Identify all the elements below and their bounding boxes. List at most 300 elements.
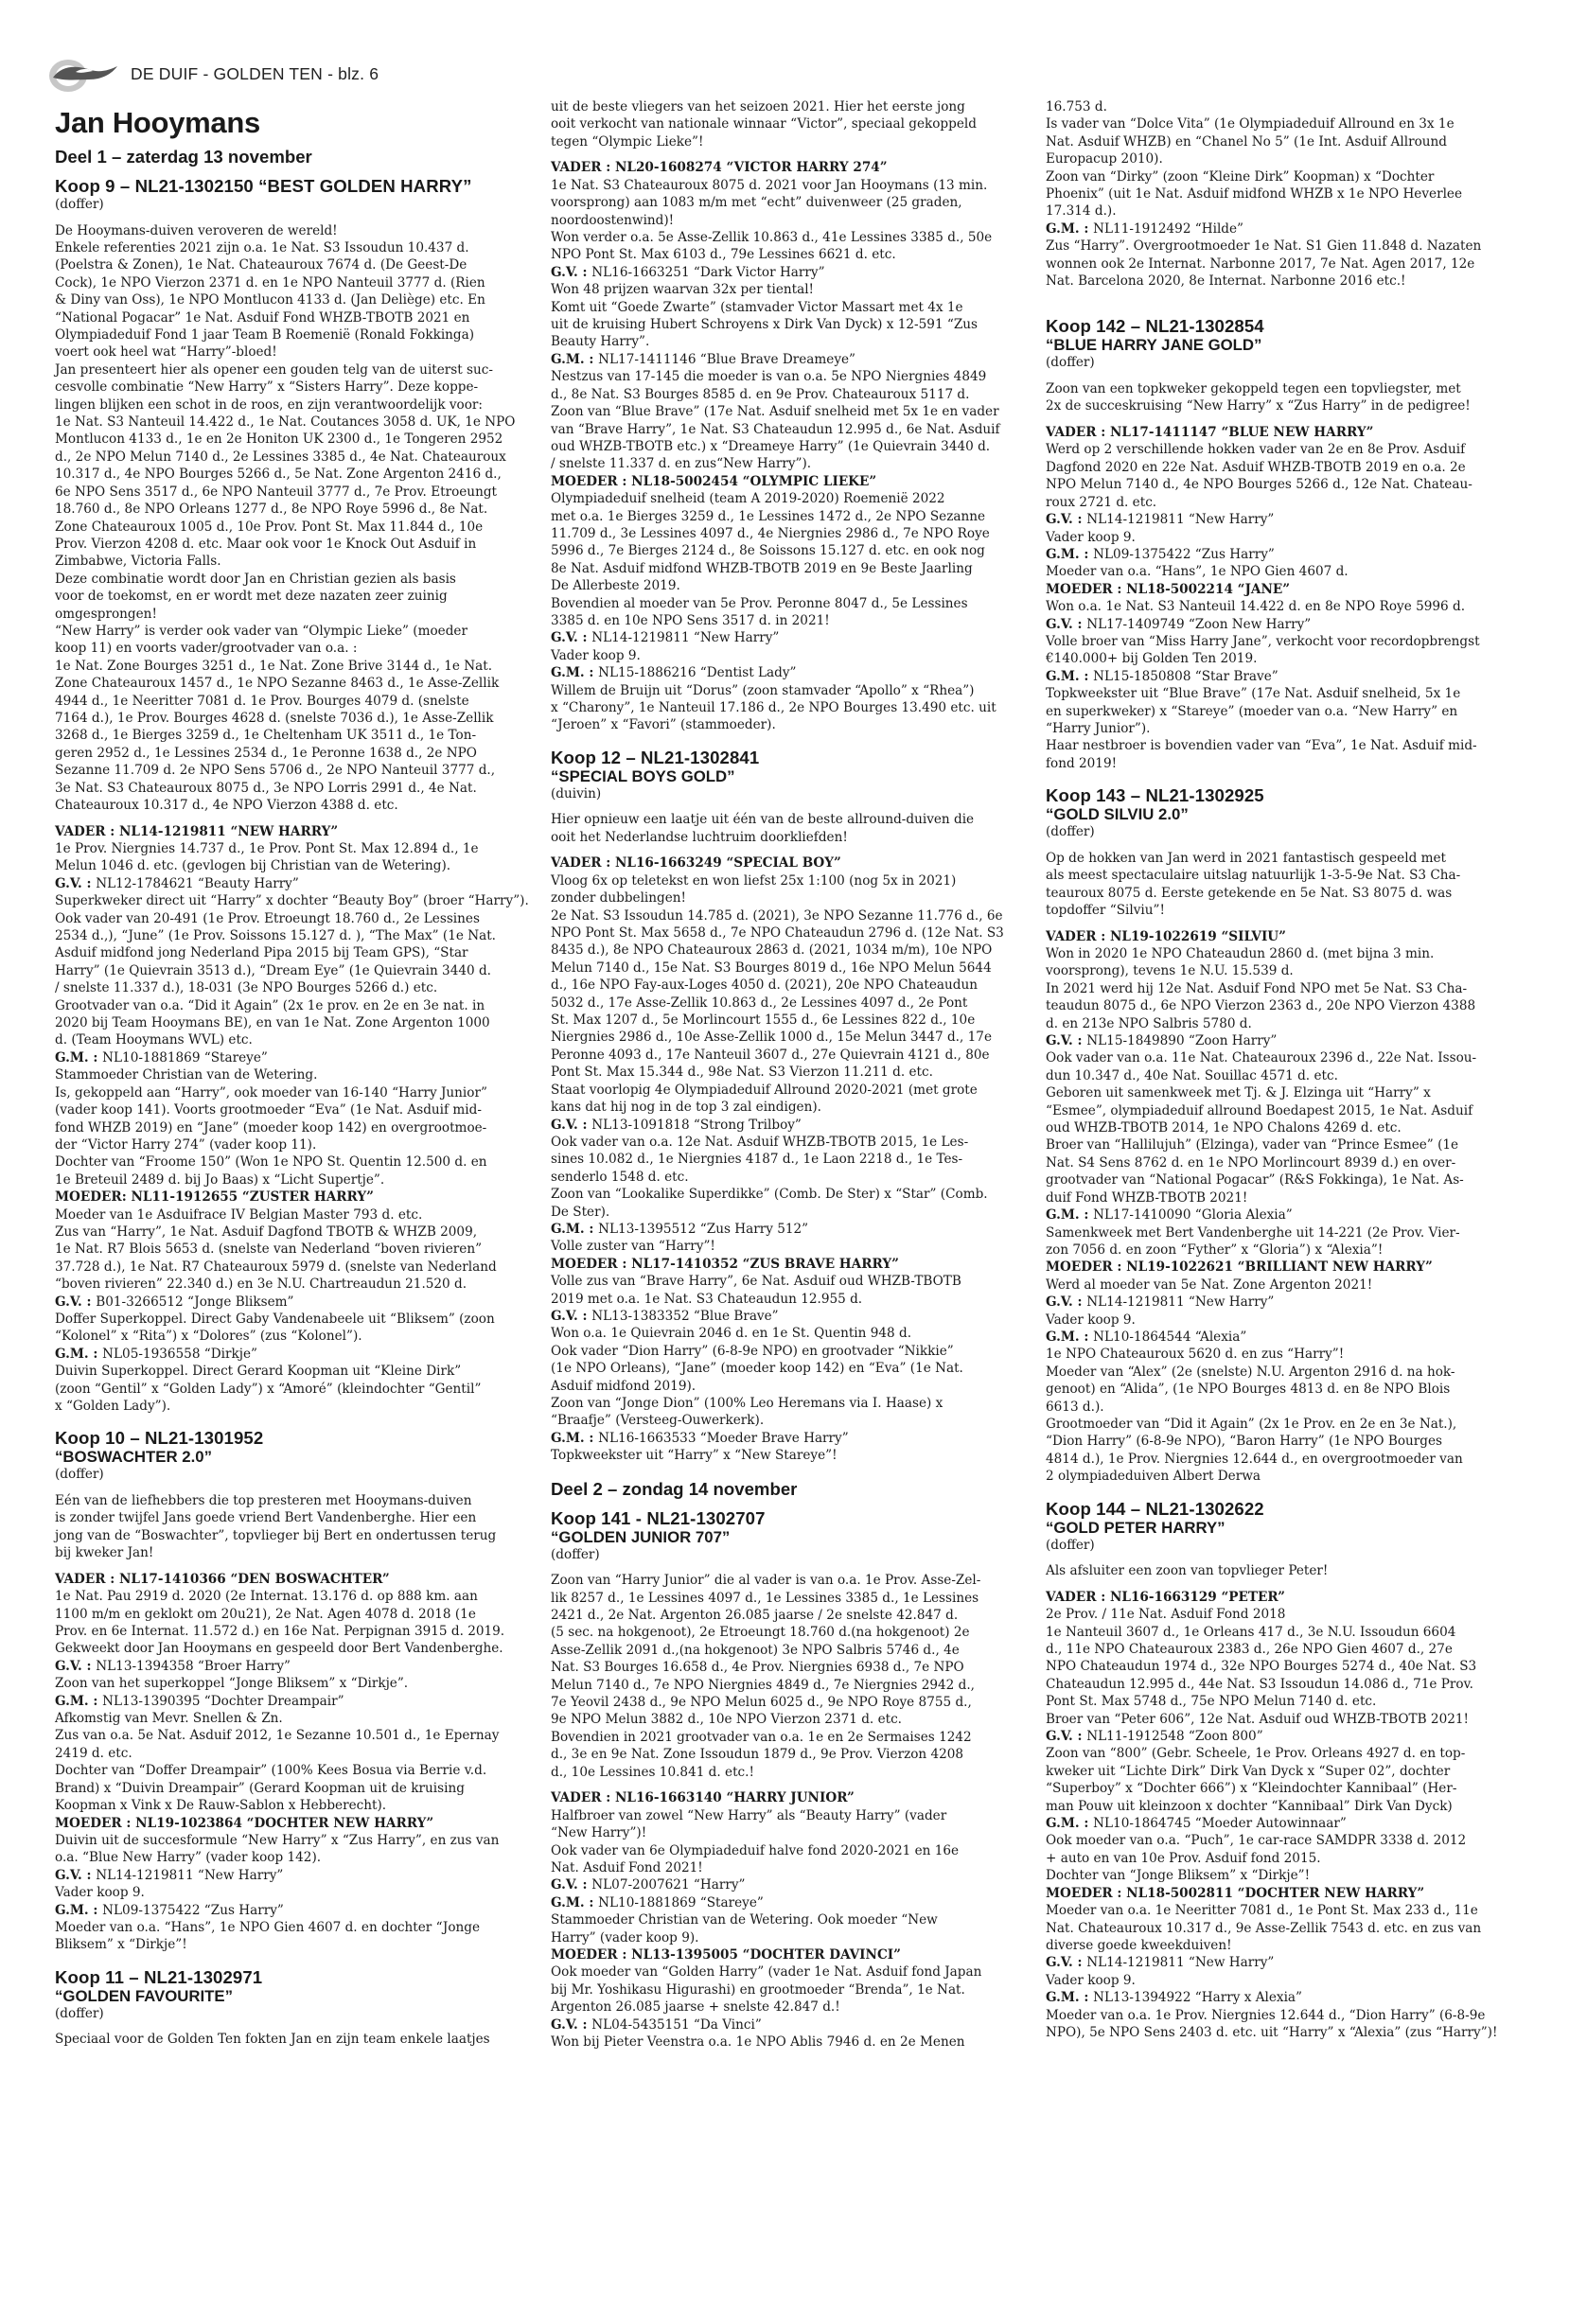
body-line: Zus van “Harry”, 1e Nat. Asduif Dagfond TBOTB & WHZB 2009, <box>55 1224 478 1240</box>
body-line: 2020 bij Team Hooymans BE), en van 1e Nat. Zone Argenton 1000 <box>55 1015 490 1031</box>
body-line: o.a. “Blue New Harry” (vader koop 142). <box>55 1850 322 1866</box>
body-line: wonnen ook 2e Internat. Narbonne 2017, 7e Nat. Agen 2017, 12e <box>1046 255 1475 272</box>
pedigree-label: G.V. : <box>1046 1729 1087 1745</box>
lot-heading: Koop 144 – NL21-1302622 <box>1046 1498 1264 1519</box>
body-line: Zoon van een topkweker gekoppeld tegen een topvliegster, met <box>1046 381 1461 397</box>
lot-heading: Koop 9 – NL21-1302150 “BEST GOLDEN HARRY” <box>55 176 472 196</box>
lot-heading: Koop 10 – NL21-1301952 <box>55 1428 264 1449</box>
pedigree-line <box>551 1876 1033 1893</box>
body-line: 18.760 d., 8e NPO Orleans 1277 d., 8e NPO Roye 5996 d., 8e Nat. <box>55 502 488 518</box>
body-line: geren 2952 d., 1e Lessines 2534 d., 1e Peronne 1638 d., 2e NPO <box>55 745 477 761</box>
body-line: ooit verkocht van nationale winnaar “Victor”, speciaal gekoppeld <box>551 116 977 132</box>
body-line: Won o.a. 1e Quievrain 2046 d. en 1e St. Quentin 948 d. <box>551 1326 912 1342</box>
body-line: (Poelstra & Zonen), 1e Nat. Chateauroux 7674 d. (De Geest-De <box>55 257 467 273</box>
body-line: Broer van “Peter 606”, 12e Nat. Asduif oud WHZB-TBOTB 2021! <box>1046 1711 1469 1727</box>
parent-heading: VADER : NL19-1022619 “SILVIU” <box>1046 928 1286 944</box>
body-line: grootvader van “National Pogacar” (R&S Fokkinga), 1e Nat. As- <box>1046 1172 1464 1188</box>
pedigree-value: NL10-1881869 “Stareye” <box>102 1049 268 1065</box>
parent-line <box>1046 581 1528 598</box>
body-line: Volle broer van “Miss Harry Jane”, verkocht voor recordopbrengst <box>1046 633 1480 649</box>
body-line: Stammoeder Christian van de Wetering. <box>55 1067 318 1083</box>
body-line: 6e NPO Sens 3517 d., 6e NPO Nanteuil 3777 d., 7e Prov. Etroeungt <box>55 484 497 500</box>
body-line: voorsprong), tevens 1e N.U. 15.539 d. <box>1046 963 1294 979</box>
lot-heading: Koop 143 – NL21-1302925 <box>1046 785 1264 806</box>
spacer <box>1046 919 1528 927</box>
body-line: Prov. Vierzon 4208 d. etc. Maar ook voor 1e Knock Out Asduif in <box>55 536 477 552</box>
pedigree-line <box>55 1658 538 1675</box>
body-line: (doffer) <box>55 197 104 212</box>
body-line: 2421 d., 2e Nat. Argenton 26.085 jaarse / 2e snelste 42.847 d. <box>551 1608 959 1624</box>
parent-line <box>1046 1259 1528 1276</box>
body-line: Duivin uit de succesformule “New Harry” x “Zus Harry”, en zus van <box>55 1832 500 1848</box>
body-line: Ook moeder van “Golden Harry” (vader 1e Nat. Asduif fond Japan <box>551 1964 982 1981</box>
spacer <box>551 734 1033 748</box>
body-line: teauroux 8075 d. Eerste getekende en 5e Nat. S3 8075 d. was <box>1046 885 1453 901</box>
spacer <box>55 814 538 822</box>
body-line: (doffer) <box>551 1546 600 1562</box>
spacer <box>1046 303 1528 316</box>
body-line: “boven rivieren” 22.340 d.) en 3e N.U. Chartreaudun 21.520 d. <box>55 1276 467 1293</box>
lot-heading: Koop 11 – NL21-1302971 <box>55 1966 263 1987</box>
body-line: + auto en van 10e Prov. Asduif fond 2015. <box>1046 1850 1321 1866</box>
body-line: “New Harry” is verder ook vader van “Olympic Lieke” (moeder <box>55 623 467 639</box>
body-line: NPO), 5e NPO Sens 2403 d. etc. uit “Harry” x “Alexia” (zus “Harry”)! <box>1046 2024 1498 2040</box>
body-line: 9e NPO Melun 3882 d., 10e NPO Vierzon 2371 d. etc. <box>551 1712 903 1728</box>
body-line: Pont St. Max 15.344 d., 98e Nat. S3 Vierzon 11.211 d. etc. <box>551 1065 933 1081</box>
body-line: d., 10e Lessines 10.841 d. etc.! <box>551 1764 754 1780</box>
body-line: lik 8257 d., 1e Lessines 4097 d., 1e Lessines 3385 d., 1e Lessines <box>551 1590 979 1606</box>
body-line: “Superboy” x “Dochter 666”) x “Kleindochter Kannibaal” (Her- <box>1046 1781 1457 1797</box>
body-line: St. Max 1207 d., 5e Morlincourt 1555 d., 6e Lessines 822 d., 10e <box>551 1012 976 1029</box>
parent-heading: MOEDER: NL11-1912655 “ZUSTER HARRY” <box>55 1189 374 1206</box>
pedigree-label: G.V. : <box>55 1658 97 1674</box>
body-line: Argenton 26.085 jaarse + snelste 42.847 d.! <box>551 1999 840 2016</box>
body-line: Won o.a. 1e Nat. S3 Nanteuil 14.422 d. en 8e NPO Roye 5996 d. <box>1046 599 1466 615</box>
body-line: als meest spectaculaire uitslag natuurlijk 1-3-5-9e Nat. S3 Cha- <box>1046 868 1461 884</box>
body-line: Zoon van het superkoppel “Jonge Bliksem” x “Dirkje”. <box>55 1676 409 1692</box>
duif-logo-icon <box>47 57 123 93</box>
pedigree-value: NL15-1886216 “Dentist Lady” <box>598 665 797 681</box>
body-line: (duivin) <box>551 785 602 801</box>
pedigree-line <box>1046 511 1528 528</box>
body-line: Sezanne 11.709 d. 2e NPO Sens 5706 d., 2e NPO Nanteuil 3777 d., <box>55 763 496 779</box>
body-line: Nat. Asduif WHZB) en “Chanel No 5” (1e Int. Asduif Allround <box>1046 133 1447 150</box>
body-line: Nat. S4 Sens 8762 d. en 1e NPO Morlincourt 8939 d.) en over- <box>1046 1154 1456 1171</box>
parent-line <box>55 1815 538 1832</box>
body-line: Ook vader van 6e Olympiadeduif halve fond 2020-2021 en 16e <box>551 1842 960 1858</box>
body-line: Melun 1046 d. etc. (gevlogen bij Christian van de Wetering). <box>55 858 451 874</box>
pedigree-line <box>55 1049 538 1066</box>
pedigree-value: NL09-1375422 “Zus Harry” <box>102 1902 284 1918</box>
body-line: 10.317 d., 4e NPO Bourges 5266 d., 5e Nat. Zone Argenton 2416 d., <box>55 467 502 483</box>
pedigree-line <box>551 264 1033 281</box>
pedigree-value: NL12-1784621 “Beauty Harry” <box>96 875 299 891</box>
body-line: “Dion Harry” (6-8-9e NPO), “Baron Harry” (1e NPO Bourges <box>1046 1434 1442 1450</box>
pedigree-line <box>55 1693 538 1710</box>
body-line: (doffer) <box>55 1467 104 1483</box>
body-line: Won in 2020 1e NPO Chateaudun 2860 d. (met bijna 3 min. <box>1046 946 1435 961</box>
body-line: De Hooymans-duiven veroveren de wereld! <box>55 222 338 238</box>
parent-heading: VADER : NL17-1410366 “DEN BOSWACHTER” <box>55 1571 390 1587</box>
body-line: 1e Nat. Pau 2919 d. 2020 (2e Internat. 13.176 d. op 888 km. aan <box>55 1589 478 1605</box>
spacer <box>551 1465 1033 1478</box>
pedigree-value: NL14-1219811 “New Harry” <box>96 1867 284 1883</box>
body-line: / snelste 11.337 d.), 18-031 (3e NPO Bourges 5266 d.) etc. <box>55 980 438 996</box>
body-line: Duivin Superkoppel. Direct Gerard Koopman uit “Kleine Dirk” <box>55 1364 462 1380</box>
body-line: Zoon van “Jonge Dion” (100% Leo Heremans via I. Haase) x <box>551 1396 943 1411</box>
body-line: senderlo 1548 d. etc. <box>551 1169 689 1185</box>
body-line: 17.314 d.). <box>1046 203 1117 220</box>
parent-line <box>551 1256 1033 1273</box>
pedigree-value: NL04-5435151 “Da Vinci” <box>591 2016 762 2033</box>
pedigree-value: NL13-1394358 “Broer Harry” <box>96 1658 291 1674</box>
body-line: 1e Nat. S3 Nanteuil 14.422 d., 1e Nat. Coutances 3058 d. UK, 1e NPO <box>55 414 516 431</box>
body-line: Zone Chateauroux 1005 d., 10e Prov. Pont St. Max 11.844 d., 10e <box>55 519 484 535</box>
body-line: genoot) en “Alida”, (1e NPO Bourges 4813 d. en 8e NPO Blois <box>1046 1382 1451 1398</box>
body-line: (doffer) <box>1046 824 1095 840</box>
pedigree-label: G.V. : <box>551 1877 592 1893</box>
body-line: 4814 d.), 1e Prov. Niergnies 12.644 d., en overgrootmoeder van <box>1046 1451 1463 1467</box>
body-line: teaudun 8075 d., 6e NPO Vierzon 2363 d., 20e NPO Vierzon 4388 <box>1046 998 1476 1014</box>
body-line: bij kweker Jan! <box>55 1545 154 1561</box>
body-line: Staat voorlopig 4e Olympiadeduif Allround 2020-2021 (met grote <box>551 1082 978 1098</box>
body-line: omgesprongen! <box>55 606 157 622</box>
body-line: man Pouw uit kleinzoon x dochter “Kannibaal” Dirk Van Dyck) <box>1046 1798 1453 1814</box>
body-line: Zoon van “Harry Junior” die al vader is van o.a. 1e Prov. Asse-Zel- <box>551 1573 981 1589</box>
body-line: 1e Nat. Zone Bourges 3251 d., 1e Nat. Zone Brive 3144 d., 1e Nat. <box>55 658 493 674</box>
pedigree-value: NL10-1864544 “Alexia” <box>1093 1329 1247 1345</box>
pedigree-value: NL13-1395512 “Zus Harry 512” <box>598 1221 809 1237</box>
body-line: Eén van de liefhebbers die top presteren met Hooymans-duiven <box>55 1493 472 1508</box>
pedigree-value: NL05-1936558 “Dirkje” <box>102 1346 257 1362</box>
pedigree-line <box>551 1221 1033 1238</box>
body-line: Dochter van “Doffer Dreampair” (100% Kees Bosua via Berrie v.d. <box>55 1763 487 1779</box>
body-line: Broer van “Hallilujuh” (Elzinga), vader van “Prince Esmee” (1e <box>1046 1137 1459 1153</box>
pedigree-label: G.M. : <box>1046 1207 1094 1224</box>
pedigree-label: G.M. : <box>55 1346 103 1362</box>
body-line: NPO Melun 7140 d., 4e NPO Bourges 5266 d., 12e Nat. Chateau- <box>1046 477 1472 493</box>
body-line: Cock), 1e NPO Vierzon 2371 d. en 1e NPO Nanteuil 3777 d. (Rien <box>55 274 485 290</box>
pedigree-line <box>551 2016 1033 2034</box>
pedigree-line <box>1046 220 1528 238</box>
parent-heading: MOEDER : NL19-1022621 “BRILLIANT NEW HARRY” <box>1046 1259 1433 1276</box>
body-line: uit de kruising Hubert Schroyens x Dirk Van Dyck) x 12-591 “Zus <box>551 317 979 333</box>
column-3 <box>1046 98 1528 2041</box>
spacer <box>1046 1580 1528 1589</box>
parent-line <box>1046 424 1528 441</box>
pedigree-label: G.V. : <box>551 2016 592 2033</box>
parent-line <box>551 1946 1033 1963</box>
pedigree-line <box>551 1308 1033 1325</box>
pedigree-label: G.M. : <box>1046 1990 1094 2006</box>
parent-line <box>55 1571 538 1588</box>
body-line: dun 10.347 d., 40e Nat. Souillac 4571 d. etc. <box>1046 1067 1338 1083</box>
body-line: (vader koop 141). Voorts grootmoeder “Eva” (1e Nat. Asduif mid- <box>55 1102 482 1118</box>
body-line: Superkweker direct uit “Harry” x dochter “Beauty Boy” (broer “Harry”). <box>55 893 529 909</box>
body-line: (5 sec. na hokgenoot), 2e Etroeungt 18.760 d.(na hokgenoot) 2e <box>551 1625 970 1641</box>
body-line: 2e Prov. / 11e Nat. Asduif Fond 2018 <box>1046 1607 1286 1623</box>
parent-line <box>1046 1885 1528 1902</box>
body-line: Jan presenteert hier als opener een gouden telg van de uiterst suc- <box>55 361 493 378</box>
pedigree-line <box>55 875 538 892</box>
body-line: NPO Pont St. Max 5658 d., 7e NPO Chateaudun 2796 d. (12e Nat. S3 <box>551 925 1004 942</box>
pedigree-label: G.M. : <box>1046 220 1094 237</box>
pedigree-line <box>55 1902 538 1919</box>
body-line: 2534 d.,), “June” (1e Prov. Soissons 15.127 d. ), “The Max” (1e Nat. <box>55 928 497 944</box>
body-line: Dochter van “Froome 150” (Won 1e NPO St. Quentin 12.500 d. en <box>55 1154 487 1171</box>
body-line: Hier opnieuw een laatje uit één van de beste allround-duiven die <box>551 812 975 828</box>
parent-line <box>551 1789 1033 1806</box>
body-line: Vader koop 9. <box>1046 1312 1136 1328</box>
pedigree-line <box>1046 546 1528 563</box>
lot-name: “GOLD SILVIU 2.0” <box>1046 805 1189 824</box>
body-line: 4944 d., 1e Neeritter 7081 d. 1e Prov. Bourges 4079 d. (snelste <box>55 693 469 709</box>
parent-heading: MOEDER : NL18-5002811 “DOCHTER NEW HARRY” <box>1046 1885 1425 1901</box>
parent-line <box>1046 1589 1528 1606</box>
pedigree-value: NL16-1663251 “Dark Victor Harry” <box>591 264 825 280</box>
body-line: 1e Nanteuil 3607 d., 1e Orleans 417 d., 3e N.U. Issoudun 6604 <box>1046 1624 1456 1640</box>
body-line: Grootmoeder van “Did it Again” (2x 1e Prov. en 2e en 3e Nat.), <box>1046 1416 1457 1432</box>
spacer <box>551 802 1033 811</box>
pedigree-label: G.V. : <box>1046 616 1087 632</box>
body-line: 1100 m/m en geklokt om 20u21), 2e Nat. Agen 4078 d. 2018 (1e <box>55 1606 476 1622</box>
pedigree-value: B01-3266512 “Jonge Bliksem” <box>96 1294 294 1310</box>
body-line: Samenkweek met Bert Vandenberghe uit 14-221 (2e Prov. Vier- <box>1046 1224 1460 1241</box>
body-line: der “Victor Harry 274” (vader koop 11). <box>55 1136 317 1153</box>
column-1 <box>55 106 538 2049</box>
pedigree-label: G.V. : <box>551 630 592 646</box>
pedigree-value: NL09-1375422 “Zus Harry” <box>1093 546 1275 562</box>
body-line: x “Golden Lady”). <box>55 1399 171 1414</box>
body-line: Asduif midfond jong Nederland Pipa 2015 bij Team GPS), “Star <box>55 945 468 961</box>
body-line: In 2021 werd hij 12e Nat. Asduif Fond NPO met 5e Nat. S3 Cha- <box>1046 980 1468 996</box>
body-line: d., 16e NPO Fay-aux-Loges 4050 d. (2021), 20e NPO Chateaudun <box>551 977 978 994</box>
body-line: 7e Yeovil 2438 d., 9e NPO Melun 6025 d., 9e NPO Roye 8755 d., <box>551 1695 972 1711</box>
body-line: 11.709 d., 3e Lessines 4097 d., 4e Niergnies 2986 d., 7e NPO Roye <box>551 525 990 541</box>
pedigree-value: NL13-1390395 “Dochter Dreampair” <box>102 1693 344 1709</box>
body-line: noordoostenwind)! <box>551 212 675 228</box>
body-line: d., 2e NPO Melun 7140 d., 2e Lessines 3385 d., 4e Nat. Chateauroux <box>55 449 506 465</box>
body-line: “National Pogacar” 1e Nat. Asduif Fond WHZB-TBOTB 2021 en <box>55 309 470 326</box>
lot-name: “BOSWACHTER 2.0” <box>55 1448 212 1467</box>
parent-heading: VADER : NL14-1219811 “NEW HARRY” <box>55 823 339 839</box>
body-line: “Harry Junior”). <box>1046 720 1151 736</box>
spacer <box>55 1562 538 1571</box>
body-line: Won bij Pieter Veenstra o.a. 1e NPO Ablis 7946 d. en 2e Menen <box>551 2034 965 2050</box>
body-line: Bovendien in 2021 grootvader van o.a. 1e en 2e Sermaises 1242 <box>551 1729 972 1745</box>
parent-line <box>551 854 1033 872</box>
body-line: 2 olympiadeduiven Albert Derwa <box>1046 1469 1261 1485</box>
body-line: 1e NPO Chateauroux 5620 d. en zus “Harry”! <box>1046 1347 1345 1363</box>
body-line: Niergnies 2986 d., 10e Asse-Zellik 1000 d., 15e Melun 3447 d., 17e <box>551 1030 992 1046</box>
body-line: Moeder van “Alex” (2e (snelste) N.U. Argenton 2916 d. na hok- <box>1046 1364 1455 1380</box>
body-line: kweker uit “Lichte Dirk” Dirk Van Dyck x “Super 02”, dochter <box>1046 1763 1451 1779</box>
body-line: Prov. en 6e Internat. 11.572 d.) en 16e Nat. Perpignan 3915 d. 2019. <box>55 1624 505 1640</box>
spacer <box>55 1484 538 1492</box>
pedigree-label: G.M. : <box>1046 668 1094 684</box>
body-line: Nat. S3 Bourges 16.658 d., 4e Prov. Niergnies 6938 d., 7e NPO <box>551 1660 964 1676</box>
body-line: zon 7056 d. en zoon “Fyther” x “Gloria”) x “Alexia”! <box>1046 1241 1384 1258</box>
pedigree-value: NL11-1912548 “Zoon 800” <box>1086 1729 1263 1745</box>
body-line: 2e Nat. S3 Issoudun 14.785 d. (2021), 3e NPO Sezanne 11.776 d., 6e <box>551 907 1003 924</box>
body-line: Moeder van 1e Asduifrace IV Belgian Master 793 d. etc. <box>55 1206 423 1223</box>
body-line: 8435 d.), 8e NPO Chateauroux 2863 d. (2021, 1034 m/m), 10e NPO <box>551 942 993 959</box>
lot-name: “BLUE HARRY JANE GOLD” <box>1046 336 1262 355</box>
body-line: Asduif midfond 2019). <box>551 1378 697 1394</box>
body-line: Bliksem” x “Dirkje”! <box>55 1937 187 1953</box>
body-line: Zone Chateauroux 1457 d., 1e NPO Sezanne 8463 d., 1e Asse-Zellik <box>55 676 500 692</box>
body-line: 8e Nat. Asduif midfond WHZB-TBOTB 2019 en 9e Beste Jaarling <box>551 560 973 576</box>
body-line: 7164 d.), 1e Prov. Bourges 4628 d. (snelste 7036 d.), 1e Asse-Zellik <box>55 710 494 726</box>
body-line: 3385 d. en 10e NPO Sens 3517 d. in 2021! <box>551 612 830 628</box>
pedigree-label: G.V. : <box>55 1867 97 1883</box>
body-line: d., 11e NPO Chateauroux 2383 d., 26e NPO Gien 4607 d., 27e <box>1046 1642 1453 1657</box>
pedigree-label: G.V. : <box>1046 1033 1087 1049</box>
column-2 <box>551 98 1033 2051</box>
body-line: voor de toekomst, en er wordt met deze nazaten zeer zuinig <box>55 589 448 605</box>
body-line: fond WHZB 2019) en “Jane” (moeder koop 142) en overgrootmoe- <box>55 1119 487 1136</box>
body-line: Topkweekster uit “Blue Brave” (17e Nat. Asduif snelheid, 5x 1e <box>1046 686 1461 702</box>
body-line: Chateauroux 10.317 d., 4e NPO Vierzon 4388 d. etc. <box>55 798 398 813</box>
body-line: NPO Pont St. Max 6103 d., 79e Lessines 6621 d. etc. <box>551 247 896 263</box>
pedigree-value: NL07-2007621 “Harry” <box>591 1877 746 1893</box>
body-line: met o.a. 1e Bierges 3259 d., 1e Lessines 1472 d., 2e NPO Sezanne <box>551 508 986 524</box>
body-line: 2x de succeskruising “New Harry” x “Zus Harry” in de pedigree! <box>1046 398 1471 414</box>
body-line: bij Mr. Yoshikasu Higurashi) en grootmoeder “Brenda”, 1e Nat. <box>551 1981 965 1998</box>
body-line: Grootvader van o.a. “Did it Again” (2x 1e prov. en 2e en 3e nat. in <box>55 997 485 1013</box>
parent-heading: MOEDER : NL18-5002454 “OLYMPIC LIEKE” <box>551 473 877 489</box>
body-line: koop 11) en voorts vader/grootvader van o.a. : <box>55 641 358 657</box>
pedigree-label: G.V. : <box>551 1117 592 1133</box>
body-line: Haar nestbroer is bovendien vader van “Eva”, 1e Nat. Asduif mid- <box>1046 738 1477 754</box>
lot-name: “GOLDEN FAVOURITE” <box>55 1986 234 2005</box>
pedigree-label: G.M. : <box>551 1430 599 1446</box>
lot-name: “GOLDEN JUNIOR 707” <box>551 1527 731 1546</box>
pedigree-label: G.M. : <box>551 1221 599 1237</box>
body-line: NPO Chateaudun 1974 d., 32e NPO Bourges 5274 d., 40e Nat. S3 <box>1046 1659 1477 1675</box>
pedigree-label: G.V. : <box>551 1308 592 1324</box>
body-line: (doffer) <box>1046 1537 1095 1553</box>
pedigree-label: G.V. : <box>1046 512 1087 528</box>
pedigree-label: G.M. : <box>55 1902 103 1918</box>
body-line: Vader koop 9. <box>1046 529 1136 545</box>
body-line: lingen blijken een schot in de roos, en zijn verantwoordelijk voor: <box>55 396 484 413</box>
body-line: Ook vader van 20-491 (1e Prov. Etroeungt 18.760 d., 2e Lessines <box>55 910 480 926</box>
pedigree-value: NL14-1219811 “New Harry” <box>1086 512 1275 528</box>
body-line: Moeder van o.a. “Hans”, 1e NPO Gien 4607 d. en dochter “Jonge <box>55 1919 481 1935</box>
pedigree-label: G.V. : <box>1046 1955 1087 1971</box>
spacer <box>551 846 1033 854</box>
pedigree-line <box>55 1294 538 1311</box>
pedigree-value: NL16-1663533 “Moeder Brave Harry” <box>598 1430 849 1446</box>
body-line: 5032 d., 17e Asse-Zellik 10.863 d., 2e Lessines 4097 d., 2e Pont <box>551 995 968 1011</box>
page-header <box>47 55 1533 93</box>
body-line: 1e Nat. S3 Chateauroux 8075 d. 2021 voor Jan Hooymans (13 min. <box>551 177 988 193</box>
body-line: Doffer Superkoppel. Direct Gaby Vandenabeele uit “Bliksem” (zoon <box>55 1311 495 1327</box>
body-line: Volle zus van “Brave Harry”, 6e Nat. Asduif oud WHZB-TBOTB <box>551 1274 961 1290</box>
lot-name: “SPECIAL BOYS GOLD” <box>551 766 735 785</box>
body-line: Dochter van “Jonge Bliksem” x “Dirkje”! <box>1046 1868 1311 1884</box>
pedigree-value: NL15-1850808 “Star Brave” <box>1093 668 1278 684</box>
body-line: Zoon van “Dirky” (zoon “Kleine Dirk” Koopman) x “Dochter <box>1046 168 1435 185</box>
body-line: (doffer) <box>1046 355 1095 371</box>
body-line: Komt uit “Goede Zwarte” (stamvader Victor Massart met 4x 1e <box>551 299 963 315</box>
section-heading: Deel 1 – zaterdag 13 november <box>55 147 312 167</box>
spacer <box>1046 841 1528 850</box>
parent-heading: MOEDER : NL13-1395005 “DOCHTER DAVINCI” <box>551 1946 901 1963</box>
body-line: “Kolonel” x “Rita”) x “Dolores” (zus “Kolonel”). <box>55 1329 362 1345</box>
body-line: Vloog 6x op teletekst en won liefst 25x 1:100 (nog 5x in 2021) <box>551 872 957 889</box>
body-line: Vader koop 9. <box>55 1885 145 1901</box>
pedigree-value: NL13-1394922 “Harry x Alexia” <box>1093 1990 1302 2006</box>
parent-line <box>551 159 1033 176</box>
body-line: fond 2019! <box>1046 755 1118 771</box>
body-line: “Jeroen” x “Favori” (stammoeder). <box>551 717 776 733</box>
pedigree-line <box>1046 616 1528 633</box>
spacer <box>1046 290 1528 303</box>
body-line: Topkweekster uit “Harry” x “New Stareye”! <box>551 1448 838 1464</box>
pedigree-line <box>1046 1954 1528 1971</box>
body-line: / snelste 11.337 d. en zus“New Harry”). <box>551 456 812 472</box>
pedigree-value: NL14-1219811 “New Harry” <box>1086 1955 1275 1971</box>
body-line: Harry” (vader koop 9). <box>551 1929 699 1945</box>
pedigree-line <box>551 351 1033 368</box>
body-line: 3268 d., 1e Bierges 3259 d., 1e Cheltenham UK 3511 d., 1e Ton- <box>55 728 477 744</box>
spacer <box>55 1954 538 1967</box>
body-line: en superkweker) x “Stareye” (moeder van o.a. “New Harry” en <box>1046 703 1458 719</box>
body-line: Moeder van o.a. 1e Prov. Niergnies 12.644 d., “Dion Harry” (6-8-9e <box>1046 2007 1486 2023</box>
pedigree-label: G.V. : <box>1046 1294 1087 1311</box>
body-line: Olympiadeduif snelheid (team A 2019-2020) Roemenië 2022 <box>551 491 945 507</box>
pedigree-label: G.M. : <box>551 351 599 367</box>
body-line: (zoon “Gentil” x “Golden Lady”) x “Amoré” (kleindochter “Gentil” <box>55 1381 482 1397</box>
spacer <box>1046 372 1528 380</box>
body-line: Ook vader “Dion Harry” (6-8-9e NPO) en grootvader “Nikkie” <box>551 1343 954 1359</box>
body-line: Brand) x “Duivin Dreampair” (Gerard Koopman uit de kruising <box>55 1780 465 1796</box>
spacer <box>55 213 538 221</box>
pedigree-line <box>551 1117 1033 1134</box>
pedigree-line <box>55 1346 538 1363</box>
body-line: Als afsluiter een zoon van topvlieger Peter! <box>1046 1563 1329 1579</box>
body-line: kans dat hij nog in de top 3 zal eindigen). <box>551 1100 821 1116</box>
pedigree-label: G.V. : <box>551 264 592 280</box>
section-heading: Deel 2 – zondag 14 november <box>551 1478 798 1499</box>
parent-line <box>55 823 538 840</box>
spacer <box>551 150 1033 159</box>
pedigree-value: NL14-1219811 “New Harry” <box>591 630 780 646</box>
body-line: Willem de Bruijn uit “Dorus” (zoon stamvader “Apollo” x “Rhea”) <box>551 682 975 698</box>
body-line: €140.000+ bij Golden Ten 2019. <box>1046 651 1258 667</box>
body-line: ooit het Nederlandse luchtruim doorkliefden! <box>551 829 848 845</box>
body-line: voorsprong) aan 1083 m/m met “echt” duivenweer (25 graden, <box>551 195 962 211</box>
parent-heading: VADER : NL16-1663249 “SPECIAL BOY” <box>551 855 841 872</box>
body-line: (1e NPO Orleans), “Jane” (moeder koop 142) en “Eva” (1e Nat. <box>551 1361 963 1377</box>
pedigree-value: NL15-1849890 “Zoon Harry” <box>1086 1033 1278 1049</box>
parent-line <box>55 1188 538 1206</box>
spacer <box>1046 772 1528 785</box>
body-line: De Allerbeste 2019. <box>551 578 680 594</box>
pedigree-line <box>551 629 1033 646</box>
body-line: Nat. Asduif Fond 2021! <box>551 1859 703 1875</box>
body-line: Enkele referenties 2021 zijn o.a. 1e Nat. S3 Issoudun 10.437 d. <box>55 240 469 255</box>
pedigree-line <box>1046 1294 1528 1311</box>
pedigree-line <box>55 1867 538 1884</box>
pedigree-value: NL10-1881869 “Stareye” <box>598 1894 764 1910</box>
article-title: Jan Hooymans <box>55 106 260 139</box>
body-line: 37.728 d.), 1e Nat. R7 Chateauroux 5979 d. (snelste van Nederland <box>55 1259 497 1275</box>
body-line: d. (Team Hooymans WVL) etc. <box>55 1032 253 1048</box>
body-line: Is vader van “Dolce Vita” (1e Olympiadeduif Allround en 3x 1e <box>1046 116 1455 132</box>
